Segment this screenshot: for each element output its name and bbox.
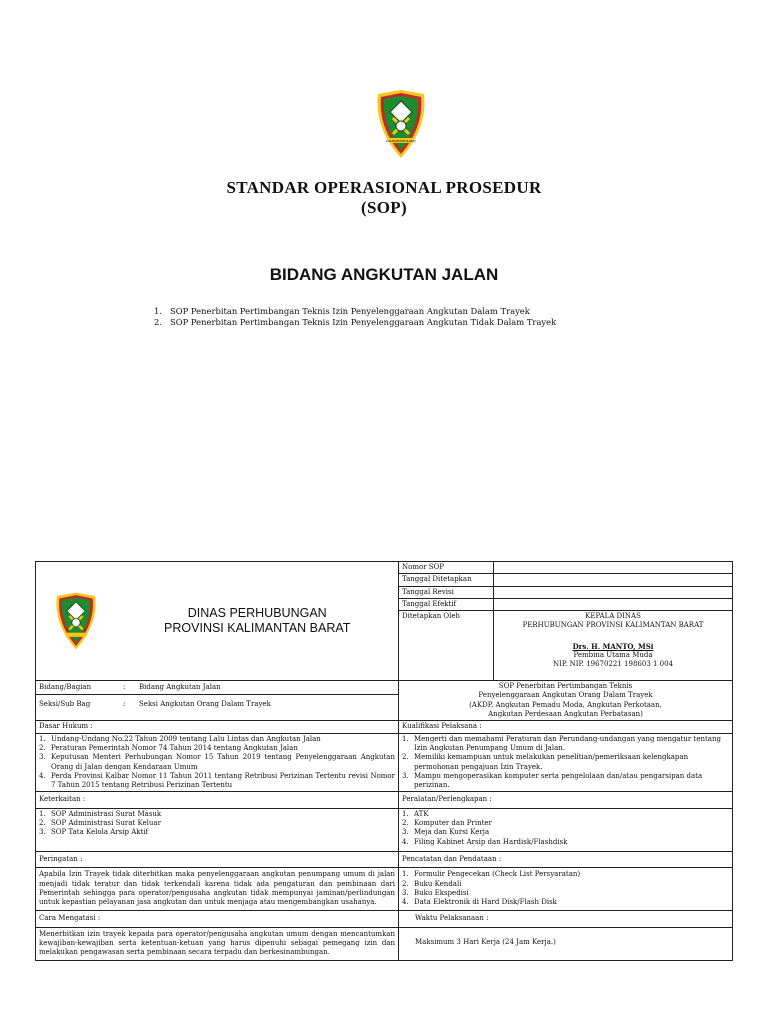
- peringatan-label: Peringatan :: [36, 852, 398, 868]
- list-item: 2. Buku Kendali: [402, 879, 462, 888]
- kualifikasi-section: [399, 721, 733, 792]
- sop-table: [35, 561, 733, 961]
- bidang-value: Bidang Angkutan Jalan: [139, 683, 221, 692]
- pencatatan-section: [399, 851, 733, 910]
- list-item: 1. Formulir Pengecekan (Check List Persyaratan): [402, 870, 581, 879]
- dasar-hukum-list: [36, 734, 398, 792]
- meta-label-nomor: Nomor SOP: [399, 562, 494, 574]
- title-line-2: (SOP): [361, 198, 407, 217]
- meta-label-ditetapkan: Tanggal Ditetapkan: [399, 574, 494, 586]
- list-item: 4. Perda Provinsi Kalbar Nomor 11 Tahun 2011 tentang Retribusi Perizinan Tertentu revisi Nomor 7 Tahun 2015 tentang Retribusi Perizinan Tertentu: [39, 771, 395, 790]
- signer-rank: Pembina Utama Muda: [573, 651, 653, 660]
- signature-block: [494, 611, 733, 681]
- signer-name: Drs. H. MANTO, MSi: [572, 641, 654, 651]
- dasar-hukum-section: [36, 721, 399, 792]
- list-item: 3. SOP Tata Kelola Arsip Aktif: [39, 828, 149, 837]
- peringatan-text: Apabila Izin Trayek tidak diterbitkan maka penyelenggaraan angkutan penumpang umum di jalan menjadi tidak teratur dan tidak terkendali karena tidak ada pengaturan dan pembinaan dari Pemerintah sehingga para operator/pengusaha angkutan tidak mempunyai jaminan/perlindungan untuk kepastian pelayanan jasa angkutan dan untuk menjaga atau mengembangkan usahanya.: [39, 870, 395, 907]
- cara-mengatasi-text: Menerbitkan izin trayek kepada para operator/pengusaha angkutan umum dengan mencantumkan kewajiban-kewajiban serta ketentuan-ketuan yang harus dipenuhi sebagai pemegang izin dan melakukan pengawasan serta pembinaan secara terpadu dan berkesinambungan.: [39, 929, 395, 957]
- list-item: 1. Mengerti dan memahami Peraturan dan Perundang-undangan yang mengatur tentang Izin Angkutan Penumpang Umum di Jalan.: [402, 734, 721, 752]
- list-item: 2. SOP Administrasi Surat Keluar: [39, 819, 161, 828]
- list-item: 4. Data Elektronik di Hard Disk/Flash Disk: [402, 898, 557, 907]
- keterkaitan-list: [36, 809, 398, 848]
- list-item: 3. Meja dan Kursi Kerja: [402, 828, 490, 837]
- keterkaitan-section: [36, 792, 399, 851]
- waktu-section: [399, 911, 733, 960]
- bidang-label: Bidang/Bagian: [39, 683, 92, 692]
- dasar-hukum-label: Dasar Hukum :: [36, 721, 398, 733]
- org-line-1: DINAS PERHUBUNGAN: [187, 606, 327, 621]
- cara-mengatasi-section: [36, 911, 399, 960]
- pencatatan-list: [399, 868, 732, 909]
- kalbar-emblem-logo-small: [53, 591, 99, 651]
- document-title: [0, 178, 768, 218]
- list-item: 2. SOP Penerbitan Pertimbangan Teknis Izin Penyelenggaraan Angkutan Tidak Dalam Trayek: [154, 317, 557, 327]
- list-item: 3. Keputusan Menteri Perhubungan Nomor 15 Tahun 2019 tentang Penyelenggaraan Angkutan Orang di Jalan dengan Kendaraan Umum: [39, 753, 395, 771]
- list-item: 1. Undang-Undang No.22 Tahun 2009 tentang Lalu Lintas dan Angkutan Jalan: [39, 734, 321, 743]
- seksi-value: Seksi Angkutan Orang Dalam Trayek: [139, 700, 271, 709]
- pencatatan-label: Pencatatan dan Pendataan :: [399, 852, 732, 868]
- peralatan-label: Peralatan/Perlengkapan :: [399, 792, 732, 808]
- meta-label-revisi: Tanggal Revisi: [399, 586, 494, 598]
- table-logo-cell: [36, 562, 117, 681]
- meta-value-efektif: [494, 598, 733, 610]
- list-item: 3. Mampu mengoperasikan komputer serta pengelolaan dan/atau pengarsipan data perizinan.: [402, 771, 703, 790]
- kalbar-emblem-logo: [374, 88, 428, 160]
- meta-value-revisi: [494, 586, 733, 598]
- signer-title-2: PERHUBUNGAN PROVINSI KALIMANTAN BARAT: [522, 621, 704, 630]
- list-item: 1. SOP Administrasi Surat Masuk: [39, 809, 162, 818]
- list-item: 2. Memiliki kemampuan untuk melakukan penelitian/pemeriksaan kelengkapan permohonan pengajuan Izin Trayek.: [402, 753, 689, 771]
- list-item: 3. Buku Ekspedisi: [402, 888, 469, 897]
- org-line-2: PROVINSI KALIMANTAN BARAT: [164, 621, 351, 636]
- kualifikasi-list: [399, 734, 732, 792]
- list-item: 1. ATK: [402, 809, 429, 818]
- list-item: 2. Peraturan Pemerintah Nomor 74 Tahun 2014 tentang Angkutan Jalan: [39, 743, 298, 752]
- meta-label-efektif: Tanggal Efektif: [399, 598, 494, 610]
- peralatan-list: [399, 809, 732, 851]
- keterkaitan-label: Keterkaitan :: [36, 792, 398, 808]
- list-item: 2. Komputer dan Printer: [402, 819, 492, 828]
- sop-list: [154, 306, 556, 328]
- signer-nip: NIP. NIP. 19670221 198603 1 004: [552, 660, 674, 669]
- logo-caption: KALIMANTAN BARAT: [386, 139, 416, 143]
- organization-name: [117, 562, 399, 681]
- seksi-label: Seksi/Sub Bag: [39, 700, 91, 709]
- list-item: 4. Filing Kabinet Arsip dan Hardisk/Flashdisk: [402, 837, 568, 846]
- ditetapkan-oleh-label: Ditetapkan Oleh: [399, 611, 494, 681]
- title-line-1: STANDAR OPERASIONAL PROSEDUR: [226, 178, 542, 197]
- meta-value-nomor: [494, 562, 733, 574]
- unit-cell: Bidang/Bagian : Bidang Angkutan Jalan Seksi/Sub Bag : Seksi Angkutan Orang Dalam Trayek: [36, 681, 399, 721]
- kualifikasi-label: Kualifikasi Pelaksana :: [399, 721, 732, 733]
- cara-mengatasi-label: Cara Mengatasi :: [36, 911, 398, 927]
- sop-name: SOP Penerbitan Pertimbangan Teknis Penyelenggaraan Angkutan Orang Dalam Trayek (AKDP, Angkutan Pemadu Moda, Angkutan Perkotaan, Angkutan Perdesaan Angkutan Perbatasan): [399, 681, 733, 721]
- meta-value-ditetapkan: [494, 574, 733, 586]
- list-item: 1. SOP Penerbitan Pertimbangan Teknis Izin Penyelenggaraan Angkutan Dalam Trayek: [154, 306, 530, 316]
- waktu-label: Waktu Pelaksanaan :: [399, 911, 732, 927]
- signer-title-1: KEPALA DINAS: [585, 612, 641, 621]
- document-subtitle: BIDANG ANGKUTAN JALAN: [269, 265, 499, 284]
- waktu-text: Maksimum 3 Hari Kerja (24 Jam Kerja.): [415, 937, 556, 946]
- peralatan-section: [399, 792, 733, 851]
- peringatan-section: [36, 851, 399, 910]
